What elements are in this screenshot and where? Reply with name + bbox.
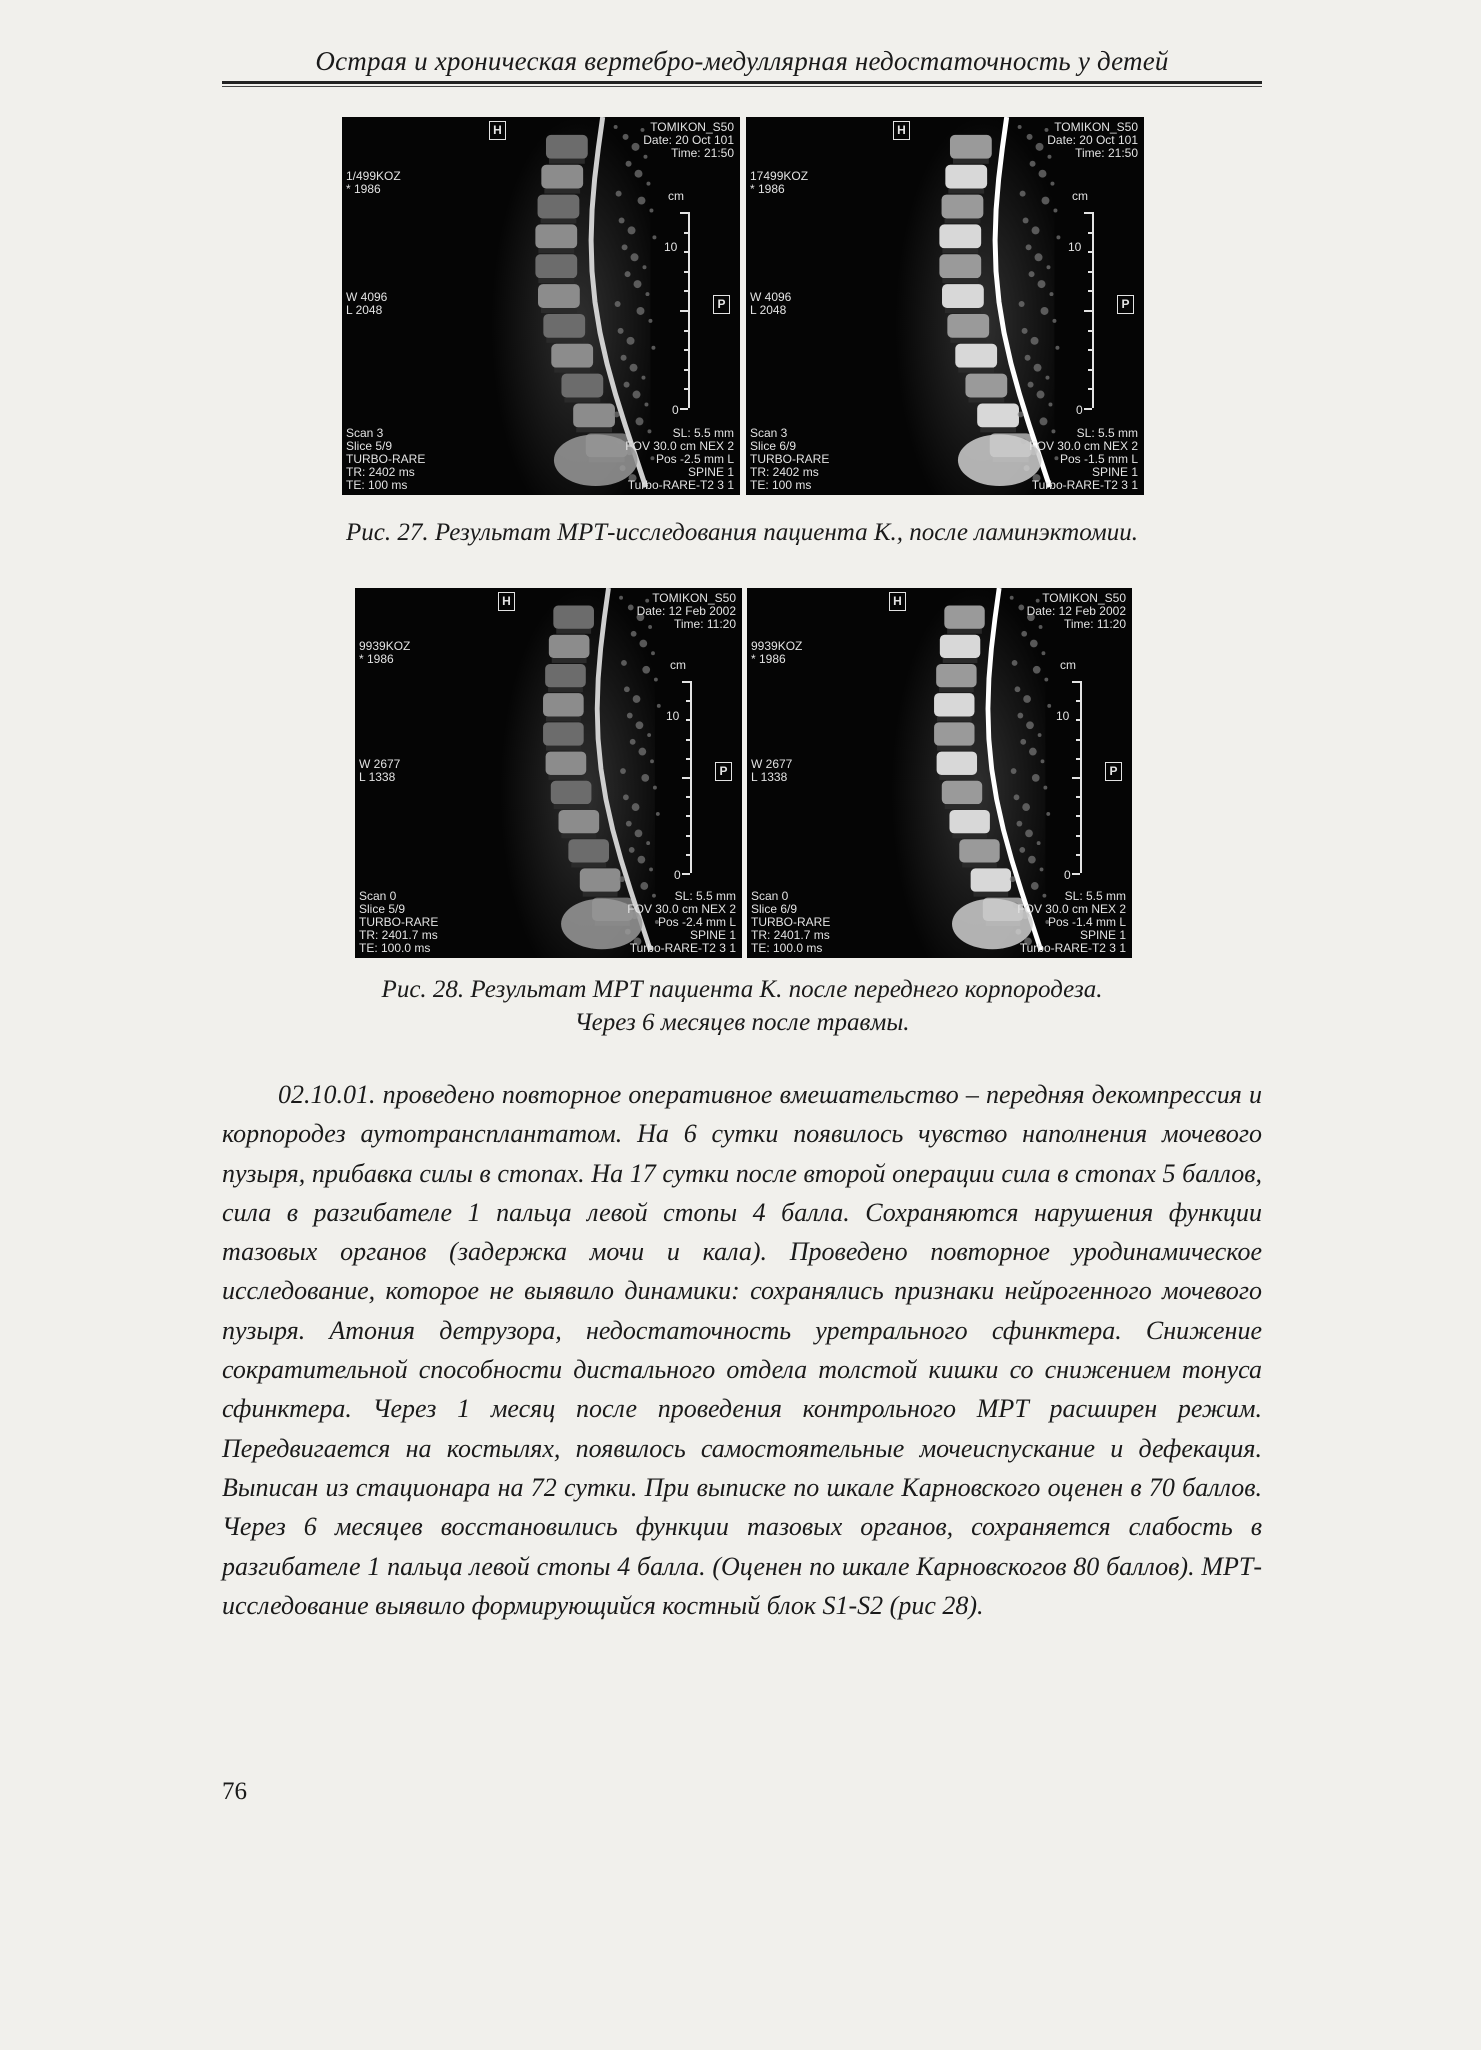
mri-header-info-line: Time: 21:50 xyxy=(671,146,734,160)
scale-tick xyxy=(1072,873,1080,875)
orientation-box-side: P xyxy=(715,762,732,781)
scale-tick xyxy=(684,349,688,351)
mri-sequence-params xyxy=(627,890,736,955)
scale-tick xyxy=(1072,777,1080,779)
mri-sequence-params-line: FOV 30.0 cm NEX 2 xyxy=(625,439,734,453)
mri-header-info-line: Time: 21:50 xyxy=(1075,146,1138,160)
mri-scan-params xyxy=(751,890,830,955)
mri-sequence-params xyxy=(1029,427,1138,492)
mri-header-info xyxy=(1027,592,1126,631)
scale-tick xyxy=(684,271,688,273)
scale-tick xyxy=(1076,815,1080,817)
mri-patient-id-line: 9939KOZ xyxy=(359,639,411,653)
mri-scan-params-line: Scan 0 xyxy=(751,889,789,903)
mri-header-info-line: Date: 12 Feb 2002 xyxy=(636,604,736,618)
mri-patient-id-line: 1/499KOZ xyxy=(346,169,401,183)
mri-patient-id-line: 17499KOZ xyxy=(750,169,809,183)
mri-sequence-params-line: SL: 5.5 mm xyxy=(1064,889,1126,903)
mri-header-info-line: Time: 11:20 xyxy=(1063,617,1126,631)
mri-scan-params-line: TURBO-RARE xyxy=(751,915,831,929)
orientation-box-top: H xyxy=(893,121,910,140)
mri-panel xyxy=(355,588,742,958)
orientation-box-top: H xyxy=(498,592,515,611)
caption-fig-27 xyxy=(222,516,1262,549)
scale-label-10: 10 xyxy=(1056,709,1070,723)
scale-tick xyxy=(684,369,688,371)
mri-window-level-line: W 2677 xyxy=(751,757,793,771)
orientation-box-side: P xyxy=(1117,295,1134,314)
scale-bar xyxy=(1080,681,1082,873)
mri-scan-params-line: TE: 100.0 ms xyxy=(751,941,823,955)
mri-sequence-params-line: FOV 30.0 cm NEX 2 xyxy=(1017,902,1126,916)
scale-tick xyxy=(1088,251,1092,253)
mri-patient-id-line: 9939KOZ xyxy=(751,639,803,653)
scale-tick xyxy=(682,777,690,779)
header-rule-thin xyxy=(222,86,1262,87)
scale-tick xyxy=(686,739,690,741)
scale-tick xyxy=(1076,796,1080,798)
mri-scan-params-line: Scan 3 xyxy=(750,426,788,440)
mri-sequence-params-line: Turbo-RARE-T2 3 1 xyxy=(629,941,736,955)
scale-tick xyxy=(680,212,688,214)
mri-sequence-params-line: SPINE 1 xyxy=(1079,928,1126,942)
scale-tick xyxy=(686,719,690,721)
mri-sequence-params-line: SPINE 1 xyxy=(689,928,736,942)
mri-header-info-line: Date: 12 Feb 2002 xyxy=(1026,604,1126,618)
scale-tick xyxy=(1076,719,1080,721)
mri-patient-id xyxy=(359,640,410,666)
scale-tick xyxy=(1088,330,1092,332)
mri-window-level xyxy=(750,291,791,317)
scale-tick xyxy=(686,835,690,837)
scale-tick xyxy=(684,290,688,292)
mri-sequence-params-line: FOV 30.0 cm NEX 2 xyxy=(1029,439,1138,453)
mri-window-level-line: W 4096 xyxy=(346,290,388,304)
caption-line: Рис. 28. Результат МРТ пациента К. после переднего корпородеза. xyxy=(381,976,1103,1003)
mri-scan-params-line: TR: 2401.7 ms xyxy=(359,928,438,942)
mri-panel xyxy=(746,117,1144,495)
mri-sequence-params-line: Turbo-RARE-T2 3 1 xyxy=(1031,478,1138,492)
mri-patient-id xyxy=(751,640,802,666)
mri-scan-params-line: Slice 5/9 xyxy=(359,902,406,916)
scale-bar xyxy=(688,212,690,408)
orientation-box-side: P xyxy=(1105,762,1122,781)
mri-header-info-line: Date: 20 Oct 101 xyxy=(643,133,734,147)
scale-tick xyxy=(1084,408,1092,410)
mri-header-info-line: TOMIKON_S50 xyxy=(1054,120,1138,134)
mri-scan-params xyxy=(750,427,829,492)
scale-label-10: 10 xyxy=(666,709,680,723)
mri-sequence-params-line: SL: 5.5 mm xyxy=(1076,426,1138,440)
scale-tick xyxy=(686,854,690,856)
mri-scan-params xyxy=(346,427,425,492)
mri-header-info xyxy=(637,592,736,631)
mri-sequence-params-line: Pos -2.5 mm L xyxy=(655,452,734,466)
scale-label-0: 0 xyxy=(672,403,679,417)
scale-tick xyxy=(1084,310,1092,312)
mri-scan-params-line: Scan 3 xyxy=(346,426,384,440)
mri-scan-params xyxy=(359,890,438,955)
mri-scan-params-line: TR: 2401.7 ms xyxy=(751,928,830,942)
scale-tick xyxy=(1088,369,1092,371)
mri-header-info xyxy=(643,121,734,160)
mri-scan-params-line: TR: 2402 ms xyxy=(346,465,415,479)
orientation-box-top: H xyxy=(889,592,906,611)
mri-sequence-params-line: SPINE 1 xyxy=(1091,465,1138,479)
mri-scan-params-line: TE: 100 ms xyxy=(750,478,812,492)
mri-window-level-line: L 2048 xyxy=(346,303,383,317)
scale-label-10: 10 xyxy=(1068,240,1082,254)
mri-scan-params-line: Slice 5/9 xyxy=(346,439,393,453)
scale-tick xyxy=(686,815,690,817)
scale-tick xyxy=(1088,349,1092,351)
mri-patient-id xyxy=(346,170,401,196)
mri-patient-id-line: * 1986 xyxy=(751,652,786,666)
mri-window-level-line: W 4096 xyxy=(750,290,792,304)
scale-tick xyxy=(684,251,688,253)
mri-scan-params-line: TURBO-RARE xyxy=(750,452,830,466)
body-paragraph: 02.10.01. проведено повторное оперативное вмешательство – передняя декомпрессия и корпородез аутотрансплантатом. На 6 сутки появилось чувство наполнения мочевого пузыря, прибавка силы в стопах. На 17 сутки после второй операции сила в стопах 5 баллов, сила в разгибателе 1 пальца левой стопы 4 балла. Сохраняются нарушения функции тазовых органов (задержка мочи и кала). Проведено повторное уродинамическое исследование, которое не выявило динамики: сохранялись признаки нейрогенного мочевого пузыря. Атония детрузора, недостаточность уретрального сфинктера. Снижение сократительной способности дистального отдела толстой кишки со снижением тонуса сфинктера. Через 1 месяц после проведения контрольного МРТ расширен режим. Передвигается на костылях, появилось самостоятельные мочеиспускание и дефекация. Выписан из стационара на 72 сутки. При выписке по шкале Карновского оценен в 70 баллов. Через 6 месяцев восстановились функции тазовых органов, сохраняется слабость в разгибателе 1 пальца левой стопы 4 балла. (Оценен по шкале Карновскогов 80 баллов). МРТ-исследование выявило формирующийся костный блок S1-S2 (рис 28). xyxy=(222,1080,1262,1620)
scale-unit-label: cm xyxy=(1072,189,1088,203)
mri-sequence-params-line: FOV 30.0 cm NEX 2 xyxy=(627,902,736,916)
scale-tick xyxy=(1072,681,1080,683)
mri-sequence-params-line: Turbo-RARE-T2 3 1 xyxy=(1019,941,1126,955)
mri-scan-params-line: Slice 6/9 xyxy=(751,902,798,916)
mri-scan-params-line: TR: 2402 ms xyxy=(750,465,819,479)
orientation-box-top: H xyxy=(489,121,506,140)
scale-tick xyxy=(1088,388,1092,390)
mri-patient-id-line: * 1986 xyxy=(346,182,381,196)
mri-sequence-params-line: Pos -1.5 mm L xyxy=(1059,452,1138,466)
scale-tick xyxy=(682,873,690,875)
scale-tick xyxy=(686,700,690,702)
scale-tick xyxy=(684,330,688,332)
mri-window-level-line: L 1338 xyxy=(359,770,396,784)
mri-sequence-params xyxy=(1017,890,1126,955)
scale-bar xyxy=(1092,212,1094,408)
mri-header-info xyxy=(1047,121,1138,160)
mri-scan-params-line: TURBO-RARE xyxy=(359,915,439,929)
mri-panel xyxy=(342,117,740,495)
mri-patient-id-line: * 1986 xyxy=(750,182,785,196)
mri-scan-params-line: Slice 6/9 xyxy=(750,439,797,453)
scale-tick xyxy=(680,310,688,312)
scale-tick xyxy=(686,796,690,798)
mri-sequence-params-line: Turbo-RARE-T2 3 1 xyxy=(627,478,734,492)
orientation-box-side: P xyxy=(713,295,730,314)
mri-window-level xyxy=(359,758,400,784)
mri-patient-id xyxy=(750,170,808,196)
mri-window-level xyxy=(751,758,792,784)
scale-unit-label: cm xyxy=(1060,658,1076,672)
mri-header-info-line: TOMIKON_S50 xyxy=(1042,591,1126,605)
mri-patient-id-line: * 1986 xyxy=(359,652,394,666)
scale-tick xyxy=(684,388,688,390)
mri-panel xyxy=(747,588,1132,958)
scale-tick xyxy=(1076,758,1080,760)
mri-header-info-line: Time: 11:20 xyxy=(673,617,736,631)
mri-scan-params-line: TE: 100.0 ms xyxy=(359,941,431,955)
scale-tick xyxy=(686,758,690,760)
scale-tick xyxy=(684,232,688,234)
mri-sequence-params xyxy=(625,427,734,492)
mri-header-info-line: TOMIKON_S50 xyxy=(652,591,736,605)
caption-line: Через 6 месяцев после травмы. xyxy=(574,1009,910,1036)
scale-tick xyxy=(1076,835,1080,837)
mri-window-level-line: L 1338 xyxy=(751,770,788,784)
scale-label-0: 0 xyxy=(674,868,681,882)
scale-tick xyxy=(682,681,690,683)
scale-tick xyxy=(680,408,688,410)
scale-tick xyxy=(1076,700,1080,702)
scale-label-0: 0 xyxy=(1064,868,1071,882)
scale-bar xyxy=(690,681,692,873)
mri-sequence-params-line: SL: 5.5 mm xyxy=(674,889,736,903)
mri-sequence-params-line: Pos -1.4 mm L xyxy=(1047,915,1126,929)
mri-sequence-params-line: SPINE 1 xyxy=(687,465,734,479)
mri-scan-params-line: TE: 100 ms xyxy=(346,478,408,492)
scale-tick xyxy=(1076,854,1080,856)
header-rule xyxy=(222,81,1262,84)
scale-label-10: 10 xyxy=(664,240,678,254)
mri-scan-params-line: TURBO-RARE xyxy=(346,452,426,466)
mri-window-level xyxy=(346,291,387,317)
scale-tick xyxy=(1076,739,1080,741)
scale-tick xyxy=(1084,212,1092,214)
scale-tick xyxy=(1088,290,1092,292)
mri-header-info-line: Date: 20 Oct 101 xyxy=(1047,133,1138,147)
mri-window-level-line: L 2048 xyxy=(750,303,787,317)
scale-tick xyxy=(1088,271,1092,273)
mri-sequence-params-line: Pos -2.4 mm L xyxy=(657,915,736,929)
scale-unit-label: cm xyxy=(670,658,686,672)
caption-fig-28 xyxy=(222,973,1262,1039)
mri-sequence-params-line: SL: 5.5 mm xyxy=(672,426,734,440)
mri-scan-params-line: Scan 0 xyxy=(359,889,397,903)
scale-tick xyxy=(1088,232,1092,234)
caption-line: Рис. 27. Результат МРТ-исследования пациента К., после ламинэктомии. xyxy=(346,519,1138,546)
mri-header-info-line: TOMIKON_S50 xyxy=(650,120,734,134)
running-head: Острая и хроническая вертебро-медуллярная недостаточность у детей xyxy=(315,46,1169,76)
mri-window-level-line: W 2677 xyxy=(359,757,401,771)
scale-unit-label: cm xyxy=(668,189,684,203)
page-number: 76 xyxy=(222,1778,247,1805)
scale-label-0: 0 xyxy=(1076,403,1083,417)
